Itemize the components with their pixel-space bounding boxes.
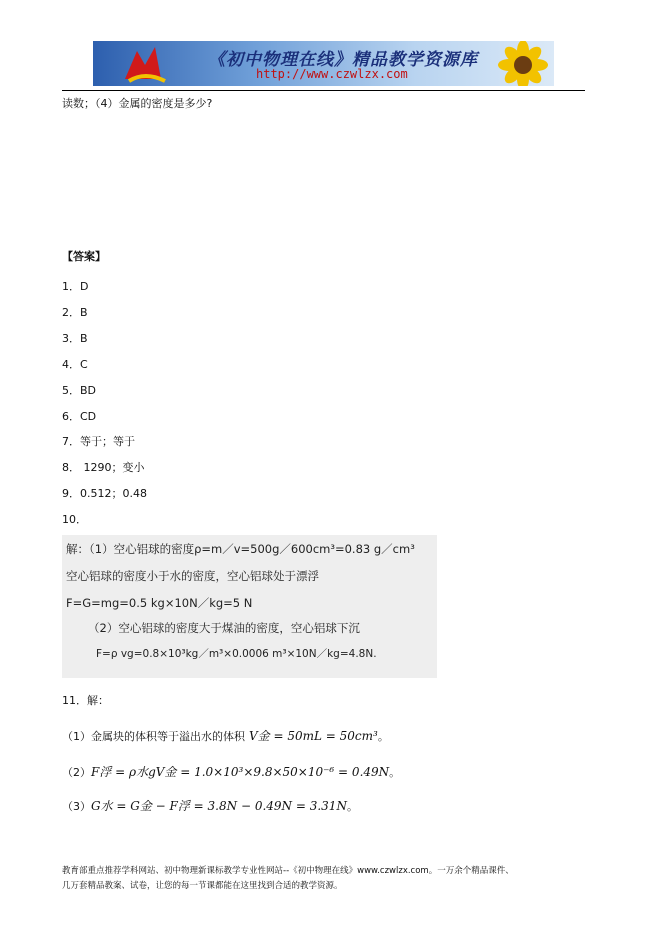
q11-step1-text: （1）金属块的体积等于溢出水的体积: [62, 730, 245, 743]
solution-line: F=ρ vg=0.8×10³kg／m³×0.0006 m³×10N／kg=4.8N.: [96, 648, 377, 660]
answer-item: 3．B: [62, 332, 88, 345]
page-footer: [62, 864, 602, 894]
banner-title: 《初中物理在线》精品教学资源库: [208, 50, 478, 70]
solution-line: （2）空心铝球的密度大于煤油的密度，空心铝球下沉: [88, 621, 360, 635]
sunflower-icon: [488, 41, 554, 86]
q11-step3: [62, 797, 358, 814]
q11-step2-label: （2）: [62, 766, 91, 779]
solution-10-image: [62, 535, 437, 678]
answer-item: 1．D: [62, 280, 89, 293]
q11-step3-end: 。: [346, 800, 358, 813]
solution-line: 解：（1）空心铝球的密度ρ=m／v=500g／600cm³=0.83 g／cm³: [66, 542, 415, 556]
solution-line: F=G=mg=0.5 kg×10N／kg=5 N: [66, 596, 253, 610]
q11-step2-end: 。: [389, 766, 401, 779]
q11-step2-formula: F浮 = ρ水gV金 = 1.0×10³×9.8×50×10⁻⁶ = 0.49N: [91, 765, 390, 779]
solution-line: 空心铝球的密度小于水的密度，空心铝球处于漂浮: [66, 569, 319, 583]
header-rule: [62, 90, 585, 91]
q11-step2: [62, 763, 400, 780]
answer-item: 7．等于；等于: [62, 435, 135, 448]
header-banner: [93, 41, 554, 86]
answer-item: 4．C: [62, 358, 88, 371]
q11-step1: [62, 727, 389, 744]
footer-line: 教育部重点推荐学科网站、初中物理新课标教学专业性网站--《初中物理在线》www.czwlzx.com。一万余个精品课件、: [62, 866, 514, 876]
footer-line: 几万套精品教案、试卷，让您的每一节课都能在这里找到合适的教学资源。: [62, 881, 343, 891]
answer-item: 5．BD: [62, 384, 97, 397]
q11-step1-formula: V金 = 50mL = 50cm³: [249, 729, 378, 743]
q11-step3-label: （3）: [62, 800, 91, 813]
answer-item: 8． 1290；变小: [62, 461, 145, 474]
banner-url[interactable]: http://www.czwlzx.com: [256, 67, 408, 81]
answer-item: 6．CD: [62, 410, 97, 423]
answer-item: 2．B: [62, 306, 88, 319]
q11-step3-formula: G水 = G金 − F浮 = 3.8N − 0.49N = 3.31N: [91, 799, 347, 813]
q11-label: 11．解：: [62, 694, 109, 707]
answer-item: 9．0.512；0.48: [62, 487, 147, 500]
answer-item: 10．: [62, 513, 87, 526]
q11-step1-end: 。: [377, 730, 389, 743]
question-tail: 读数；（4）金属的密度是多少?: [62, 97, 213, 110]
site-logo-icon: [115, 41, 175, 86]
answer-heading: 【答案】: [62, 250, 106, 263]
